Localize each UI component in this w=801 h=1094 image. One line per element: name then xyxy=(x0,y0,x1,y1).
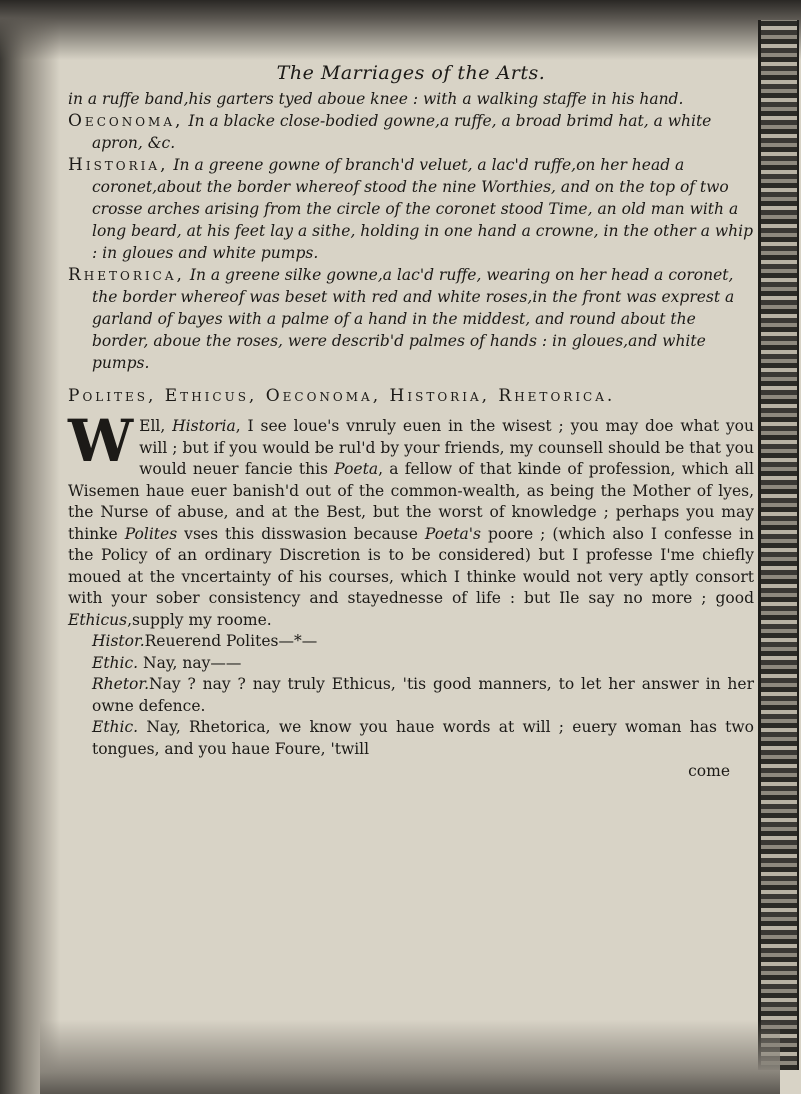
opening-speech xyxy=(68,407,754,631)
entry-text: In a greene gowne of branch'd veluet, a lac'd ruffe,on her head a coronet,about the border whereof stood the nine Worthies, and on the top of two crosse arches arising from the circle of the coronet stood Time, an old man with a long beard, at his feet lay a sithe, holding in one hand a crowne, in the other a whip : in gloues and white pumps. xyxy=(92,156,754,262)
catchword: come xyxy=(688,762,730,780)
book-binding-shadow xyxy=(0,0,60,1094)
scan-edge-top xyxy=(0,0,801,60)
character-entry xyxy=(68,154,754,264)
speech-name: Poeta's xyxy=(424,524,481,543)
speech-text: ,supply my roome. xyxy=(127,610,272,629)
speech-text: , I see loue's vnruly euen in the wisest ; you may doe what you will ; but if you would be rul'd by your friends, my counsell should be that you would neuer fancie this xyxy=(139,417,754,478)
decorative-border-ornament xyxy=(758,20,799,1070)
dialogue-text: Nay ? nay ? nay truly Ethicus, 'tis good manners, to let her answer in her owne defence. xyxy=(92,675,754,715)
speech-name: Ethicus xyxy=(68,610,128,629)
running-head: The Marriages of the Arts. xyxy=(276,62,546,84)
speech-name: Polites xyxy=(124,524,178,543)
character-entry xyxy=(68,264,754,374)
entry-text: in a ruffe band,his garters tyed aboue knee : with a walking staffe in his hand. xyxy=(68,90,684,108)
scan-edge-bottom xyxy=(40,1020,780,1094)
drop-cap: W xyxy=(68,407,134,475)
speech-text: Ell, xyxy=(139,417,173,435)
character-entry xyxy=(68,110,754,154)
character-entry xyxy=(68,88,754,110)
dialogue-text: Nay, Rhetorica, we know you haue words at will ; euery woman has two tongues, and you haue Foure, 'twill xyxy=(92,718,754,758)
speech-text: vses this disswasion because xyxy=(177,524,425,543)
speaker-name: Histor. xyxy=(92,632,145,650)
dialogue-text: Nay, nay—— xyxy=(143,653,242,672)
dialogue-text: Reuerend Polites—*— xyxy=(144,632,318,650)
entry-text: In a blacke close-bodied gowne,a ruffe, a broad brimd hat, a white apron, &c. xyxy=(92,112,712,152)
speech-text: , a fellow of that kinde of profession, which all Wisemen haue euer banish'd out of the common-wealth, as being the Mother of lyes, the Nurse of abuse, and at the Best, but the worst of knowledge ; perhaps you may thinke xyxy=(68,460,754,543)
dialogue-line xyxy=(68,631,754,653)
speech-name: Poeta xyxy=(334,460,379,478)
dialogue-line xyxy=(68,717,754,760)
book-page xyxy=(68,62,754,1022)
dialogue-line xyxy=(68,653,754,675)
speaker-name: Ethic. xyxy=(92,718,139,736)
speech-text: poore ; (which also I confesse in the Policy of an ordinary Discretion is to be considered) but I professe I'me chiefly moued at the vncertainty of his courses, which I thinke would not very aptly consort with your sober consistency and stayednesse of life : but Ile say no more ; good xyxy=(68,524,754,607)
character-name: Rhetorica, xyxy=(68,265,185,285)
character-name: Historia, xyxy=(68,155,169,175)
character-name: Oeconoma, xyxy=(68,111,184,131)
speaker-name: Rhetor. xyxy=(92,675,150,693)
scene-cast-line: Polites, Ethicus, Oeconoma, Historia, Rhetorica. xyxy=(68,386,616,406)
speaker-name: Ethic. xyxy=(92,653,139,672)
character-list xyxy=(68,88,754,374)
dialogue-line xyxy=(68,674,754,717)
entry-text: In a greene silke gowne,a lac'd ruffe, wearing on her head a coronet, the border whereof was beset with red and white roses,in the front was exprest a garland of bayes with a palme of a hand in the middest, and round about the border, aboue the roses, were describ'd palmes of hands : in gloues,and white pumps. xyxy=(92,266,735,372)
speech-name: Historia xyxy=(172,417,236,435)
